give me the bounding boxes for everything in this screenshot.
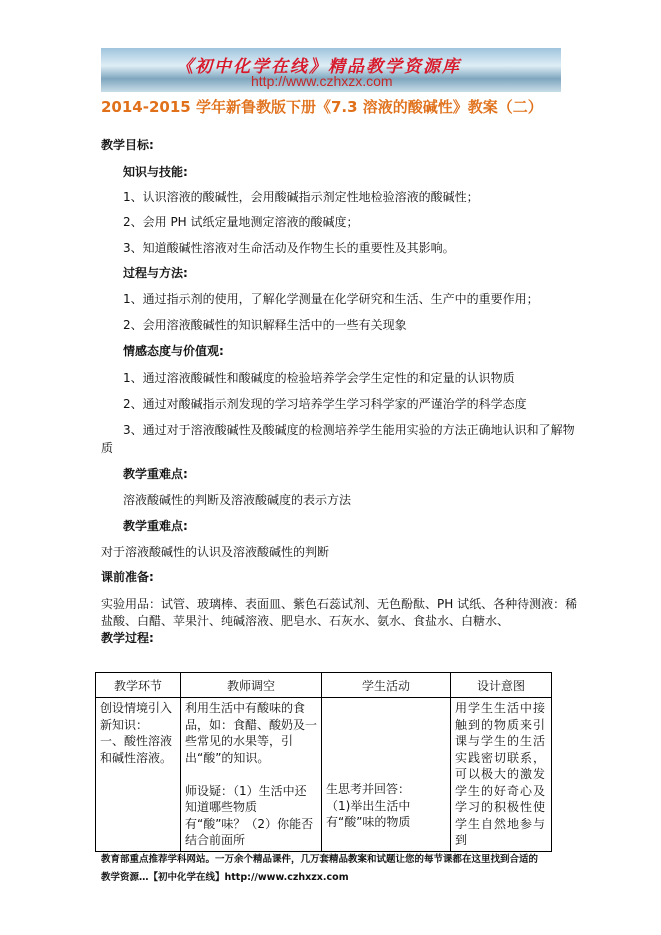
- header-teacher: 教师调空: [181, 673, 322, 698]
- lesson-table: [95, 672, 552, 852]
- preparation-line: 盐酸、白醋、苹果汁、纯碱溶液、肥皂水、石灰水、氨水、食盐水、白糖水、: [101, 614, 510, 628]
- cell-stage: 创设情境引入新知识： 一、酸性溶液和碱性溶液。: [96, 698, 181, 852]
- table-row: [96, 698, 552, 852]
- banner-url: http://www.czhxzx.com: [251, 73, 393, 89]
- knowledge-heading: 知识与技能:: [123, 165, 188, 179]
- preparation-line: 实验用品：试管、玻璃棒、表面皿、紫色石蕊试剂、无色酚酞、PH 试纸、各种待测液：稀: [101, 597, 578, 611]
- header-stage: 教学环节: [96, 673, 181, 698]
- key-points-text: 溶液酸碱性的判断及溶液酸碱度的表示方法: [123, 493, 352, 507]
- cell-intent: 用学生生活中接触到的物质来引课与学生的生活实践密切联系，可以极大的激发学生的好奇心及学习的积极性使学生自然地参与到: [451, 698, 552, 852]
- header-intent: 设计意图: [451, 673, 552, 698]
- difficult-points-text: 对于溶液酸碱性的认识及溶液酸碱性的判断: [101, 545, 330, 559]
- cell-teacher: 利用生活中有酸味的食品，如：食醋、酸奶及一些常见的水果等，引出“酸”的知识。 师设疑：（1）生活中还知道哪些物质有“酸”味？（2）你能否结合前面所: [181, 698, 322, 852]
- attitude-item: 2、通过对酸碱指示剂发现的学习培养学生学习科学家的严谨治学的科学态度: [123, 397, 527, 411]
- attitude-item: 1、通过溶液酸碱性和酸碱度的检验培养学会学生定性的和定量的认识物质: [123, 371, 515, 385]
- table-header-row: [96, 673, 552, 698]
- process-item: 2、会用溶液酸碱性的知识解释生活中的一些有关现象: [123, 318, 407, 332]
- attitude-item-cont: 质: [101, 441, 114, 455]
- cell-student: 生思考并回答： （1)举出生活中有“酸”味的物质: [322, 698, 451, 852]
- process-item: 1、通过指示剂的使用，了解化学测量在化学研究和生活、生产中的重要作用；: [123, 292, 539, 306]
- process-heading: 过程与方法:: [123, 266, 188, 280]
- knowledge-item: 3、知道酸碱性溶液对生命活动及作物生长的重要性及其影响。: [123, 241, 455, 255]
- difficult-points-heading: 教学重难点:: [123, 519, 188, 533]
- process-section-heading: 教学过程:: [101, 631, 154, 645]
- document-title: 2014-2015 学年新鲁教版下册《7.3 溶液的酸碱性》教案（二）: [101, 98, 543, 116]
- goals-heading: 教学目标:: [101, 138, 154, 152]
- knowledge-item: 1、认识溶液的酸碱性，会用酸碱指示剂定性地检验溶液的酸碱性；: [123, 190, 479, 204]
- preparation-heading: 课前准备:: [101, 570, 154, 584]
- key-points-heading: 教学重难点:: [123, 467, 188, 481]
- banner-title: 《初中化学在线》精品教学资源库: [176, 57, 461, 77]
- footer-line: 教育部重点推荐学科网站。一万余个精品课件，几万套精品教案和试题让您的每节课都在这里找到合适的: [101, 854, 539, 865]
- attitude-item: 3、通过对于溶液酸碱性及酸碱度的检测培养学生能用实验的方法正确地认识和了解物: [123, 423, 575, 437]
- footer-line: 教学资源…【初中化学在线】http://www.czhxzx.com: [101, 872, 349, 883]
- attitude-heading: 情感态度与价值观:: [123, 344, 224, 358]
- banner-image: [101, 48, 561, 92]
- knowledge-item: 2、会用 PH 试纸定量地测定溶液的酸碱度；: [123, 215, 359, 229]
- header-student: 学生活动: [322, 673, 451, 698]
